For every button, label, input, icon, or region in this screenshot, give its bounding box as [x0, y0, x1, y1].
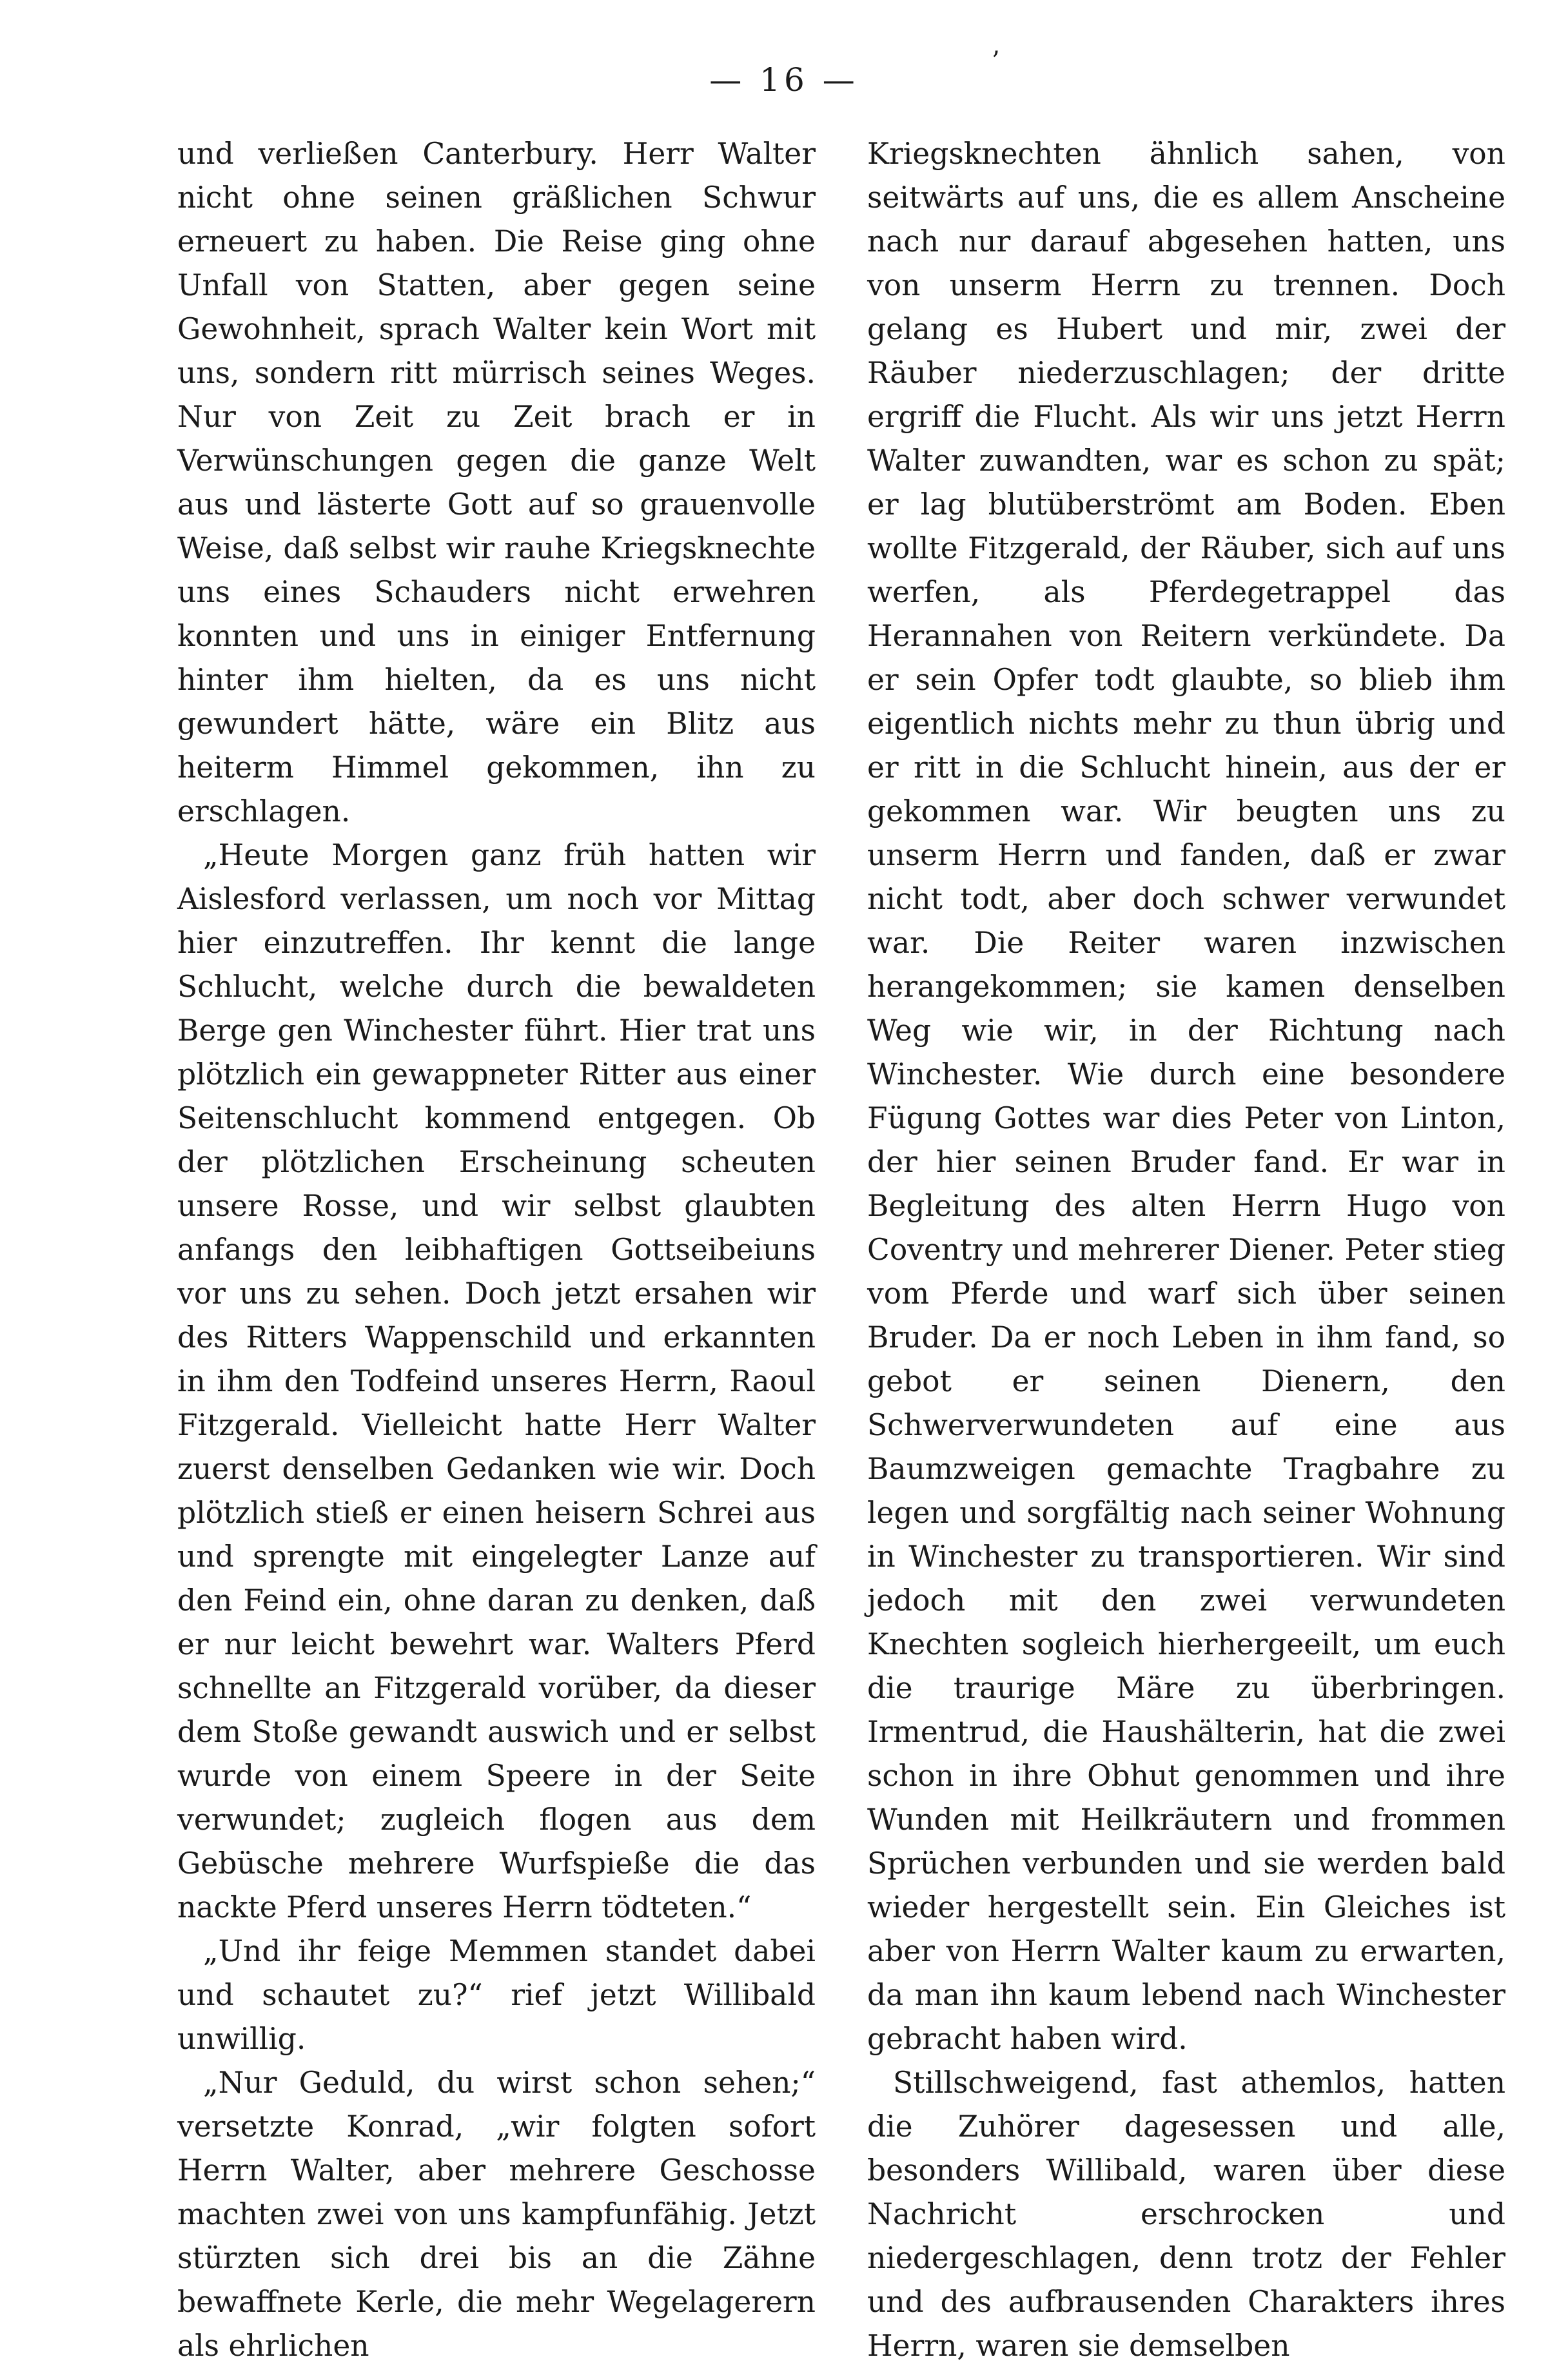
left-text-column	[177, 132, 816, 2368]
paragraph: „Und ihr feige Memmen standet dabei und schautet zu?“ rief jetzt Willibald unwillig.	[177, 1934, 816, 2056]
paragraph: „Nur Geduld, du wirst schon sehen;“ versetzte Konrad, „wir folgten sofort Herrn Walter, aber mehrere Geschosse machten zwei von uns kampfunfähig. Jetzt stürzten sich drei bis an die Zähne bewaffnete Kerle, die mehr Wegelagerern als ehrlichen	[177, 2066, 816, 2363]
page-number: — 16 —	[709, 61, 859, 99]
paragraph: und verließen Canterbury. Herr Walter nicht ohne seinen gräßlichen Schwur erneuert zu haben. Die Reise ging ohne Unfall von Statten, aber gegen seine Gewohnheit, sprach Walter kein Wort mit uns, sondern ritt mürrisch seines Weges. Nur von Zeit zu Zeit brach er in Verwünschungen gegen die ganze Welt aus und lästerte Gott auf so grauenvolle Weise, daß selbst wir rauhe Kriegsknechte uns eines Schauders nicht erwehren konnten und uns in einiger Entfernung hinter ihm hielten, da es uns nicht gewundert hätte, wäre ein Blitz aus heiterm Himmel gekommen, ihn zu erschlagen.	[177, 137, 816, 828]
right-text-column	[867, 132, 1505, 2368]
stray-ink-mark: ’	[992, 46, 1000, 76]
paragraph: „Heute Morgen ganz früh hatten wir Aislesford verlassen, um noch vor Mittag hier einzutreffen. Ihr kennt die lange Schlucht, welche durch die bewaldeten Berge gen Winchester führt. Hier trat uns plötzlich ein gewappneter Ritter aus einer Seitenschlucht kommend entgegen. Ob der plötzlichen Erscheinung scheuten unsere Rosse, und wir selbst glaubten anfangs den leibhaftigen Gottseibeiuns vor uns zu sehen. Doch jetzt ersahen wir des Ritters Wappenschild und erkannten in ihm den Todfeind unseres Herrn, Raoul Fitzgerald. Vielleicht hatte Herr Walter zuerst denselben Gedanken wie wir. Doch plötzlich stieß er einen heisern Schrei aus und sprengte mit eingelegter Lanze auf den Feind ein, ohne daran zu denken, daß er nur leicht bewehrt war. Walters Pferd schnellte an Fitzgerald vorüber, da dieser dem Stoße gewandt auswich und er selbst wurde von einem Speere in der Seite verwundet; zugleich flogen aus dem Gebüsche mehrere Wurfspieße die das nackte Pferd unseres Herrn tödteten.“	[177, 838, 816, 1924]
paragraph: Kriegsknechten ähnlich sahen, von seitwärts auf uns, die es allem Anscheine nach nur darauf abgesehen hatten, uns von unserm Herrn zu trennen. Doch gelang es Hubert und mir, zwei der Räuber niederzuschlagen; der dritte ergriff die Flucht. Als wir uns jetzt Herrn Walter zuwandten, war es schon zu spät; er lag blutüberströmt am Boden. Eben wollte Fitzgerald, der Räuber, sich auf uns werfen, als Pferdegetrappel das Herannahen von Reitern verkündete. Da er sein Opfer todt glaubte, so blieb ihm eigentlich nichts mehr zu thun übrig und er ritt in die Schlucht hinein, aus der er gekommen war. Wir beugten uns zu unserm Herrn und fanden, daß er zwar nicht todt, aber doch schwer verwundet war. Die Reiter waren inzwischen herangekommen; sie kamen denselben Weg wie wir, in der Richtung nach Winchester. Wie durch eine besondere Fügung Gottes war dies Peter von Linton, der hier seinen Bruder fand. Er war in Begleitung des alten Herrn Hugo von Coventry und mehrerer Diener. Peter stieg vom Pferde und warf sich über seinen Bruder. Da er noch Leben in ihm fand, so gebot er seinen Dienern, den Schwerverwundeten auf eine aus Baumzweigen gemachte Tragbahre zu legen und sorgfältig nach seiner Wohnung in Winchester zu transportieren. Wir sind jedoch mit den zwei verwundeten Knechten sogleich hierhergeeilt, um euch die traurige Märe zu überbringen. Irmentrud, die Haushälterin, hat die zwei schon in ihre Obhut genommen und ihre Wunden mit Heilkräutern und frommen Sprüchen verbunden und sie werden bald wieder hergestellt sein. Ein Gleiches ist aber von Herrn Walter kaum zu erwarten, da man ihn kaum lebend nach Winchester gebracht haben wird.	[867, 137, 1505, 2056]
paragraph: Stillschweigend, fast athemlos, hatten die Zuhörer dagesessen und alle, besonders Willibald, waren über diese Nachricht erschrocken und niedergeschlagen, denn trotz der Fehler und des aufbrausenden Charakters ihres Herrn, waren sie demselben	[867, 2066, 1505, 2363]
